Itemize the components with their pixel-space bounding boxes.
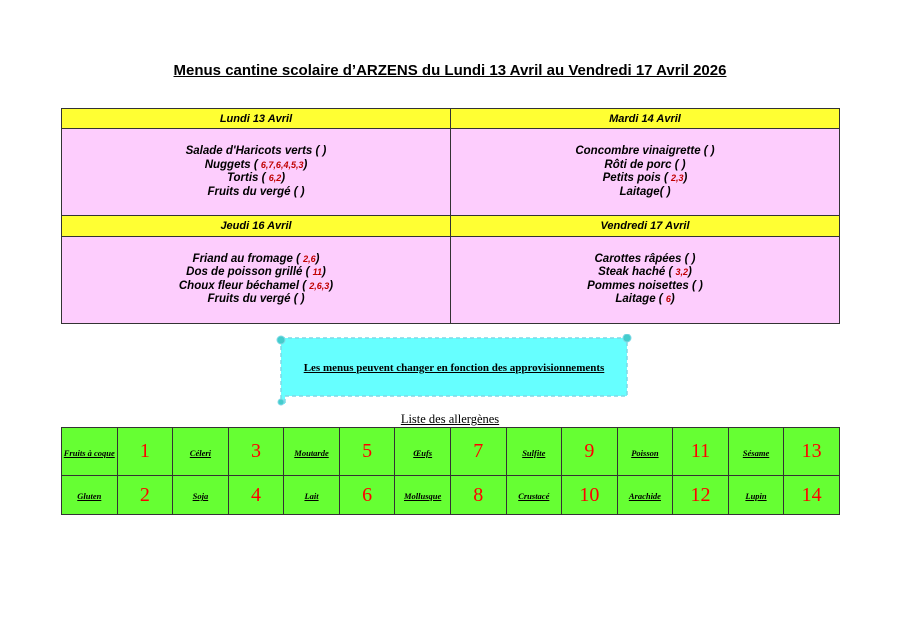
allergen-number: 6 — [339, 476, 395, 515]
allergen-number: 2 — [117, 476, 173, 515]
day-menu-jeudi — [62, 236, 451, 323]
allergen-name-cell — [62, 476, 118, 515]
dish-close-paren: ) — [322, 266, 326, 279]
dish-name: Laitage ( — [615, 293, 666, 306]
dish-name: Concombre vinaigrette ( ) — [575, 145, 715, 158]
dish-name: Petits pois ( — [602, 172, 671, 185]
allergen-number: 11 — [673, 428, 729, 476]
dish-name: Choux fleur béchamel ( — [178, 279, 310, 292]
dish-close-paren: ) — [683, 172, 688, 185]
dish-name: Rôti de porc ( ) — [604, 158, 686, 171]
day-menu-mardi — [451, 129, 840, 216]
dish-item — [62, 253, 450, 267]
allergen-name-cell — [617, 428, 673, 476]
allergen-name-cell — [395, 476, 451, 515]
allergen-name: Sésame — [742, 447, 770, 458]
allergen-number: 8 — [450, 476, 506, 515]
notice-banner — [275, 334, 633, 406]
allergen-name-cell — [728, 428, 784, 476]
dish-item — [451, 145, 839, 159]
dish-item — [62, 186, 450, 200]
allergen-codes: 6 — [665, 294, 671, 305]
dish-item — [62, 266, 450, 280]
dish-name: Fruits du vergé ( ) — [207, 293, 305, 306]
dish-item — [451, 266, 839, 280]
dish-name: Salade d'Haricots verts ( ) — [185, 145, 327, 158]
allergen-name: Moutarde — [294, 447, 329, 458]
allergen-name-cell — [173, 428, 229, 476]
allergen-codes: 2,3 — [671, 173, 684, 184]
allergen-name-cell — [617, 476, 673, 515]
allergen-name: Poisson — [631, 447, 659, 458]
dish-name: Fruits du vergé ( ) — [207, 185, 305, 198]
allergen-table — [61, 427, 840, 515]
day-menu-vendredi — [451, 236, 840, 323]
dish-close-paren: ) — [688, 266, 692, 279]
allergen-number: 14 — [784, 476, 840, 515]
allergen-number: 5 — [339, 428, 395, 476]
dish-close-paren: ) — [329, 279, 334, 292]
allergen-name-cell — [728, 476, 784, 515]
dish-close-paren: ) — [303, 158, 308, 171]
dish-name: Pommes noisettes ( ) — [587, 279, 703, 292]
dish-name: Steak haché ( — [598, 266, 676, 279]
day-header-jeudi: Jeudi 16 Avril — [62, 216, 451, 236]
dish-item — [62, 145, 450, 159]
day-menu-lundi — [62, 129, 451, 216]
dish-item — [62, 293, 450, 307]
dish-name: Friand au fromage ( — [192, 252, 304, 265]
allergen-name: Mollusque — [403, 491, 442, 501]
menu-table — [61, 108, 840, 324]
dish-item — [451, 186, 839, 200]
allergen-list-title: Liste des allergènes — [400, 412, 500, 426]
dish-name: Tortis ( — [226, 172, 269, 185]
allergen-number: 12 — [673, 476, 729, 515]
allergen-codes: 3,2 — [675, 267, 688, 278]
allergen-name-cell — [284, 428, 340, 476]
dish-item — [451, 293, 839, 307]
dish-item — [451, 172, 839, 186]
allergen-name: Œufs — [413, 447, 433, 458]
dish-name: Carottes râpées ( ) — [594, 252, 696, 265]
dish-name: Dos de poisson grillé ( — [186, 266, 313, 279]
allergen-name-cell — [506, 476, 562, 515]
allergen-name-cell — [506, 428, 562, 476]
allergen-name: Gluten — [77, 491, 102, 501]
allergen-number: 3 — [228, 428, 284, 476]
allergen-number: 13 — [784, 428, 840, 476]
day-header-mardi: Mardi 14 Avril — [451, 109, 840, 129]
allergen-codes: 2,6 — [303, 253, 316, 264]
allergen-name-cell — [173, 476, 229, 515]
allergen-name: Arachide — [628, 491, 661, 501]
dish-name: Laitage( ) — [619, 185, 671, 198]
allergen-codes: 2,6,3 — [309, 280, 330, 291]
allergen-codes: 6,2 — [268, 173, 282, 184]
allergen-number: 9 — [562, 428, 618, 476]
day-header-lundi: Lundi 13 Avril — [62, 109, 451, 129]
dish-item — [62, 159, 450, 173]
allergen-name: Lait — [304, 491, 319, 501]
allergen-number: 1 — [117, 428, 173, 476]
allergen-name: Fruits à coque — [63, 447, 115, 458]
allergen-name: Sulfite — [522, 447, 546, 458]
dish-close-paren: ) — [315, 252, 320, 265]
dish-item — [451, 253, 839, 267]
page-title: Menus cantine scolaire d’ARZENS du Lundi 13 Avril au Vendredi 17 Avril 2026 — [173, 62, 727, 79]
dish-item — [451, 159, 839, 173]
allergen-name: Céleri — [189, 447, 212, 458]
allergen-codes: 11 — [312, 267, 323, 278]
allergen-number: 7 — [450, 428, 506, 476]
dish-item — [62, 172, 450, 186]
dish-item — [62, 280, 450, 294]
dish-name: Nuggets ( — [204, 158, 261, 171]
allergen-name: Lupin — [745, 491, 767, 501]
day-header-vendredi: Vendredi 17 Avril — [451, 216, 840, 236]
allergen-number: 10 — [562, 476, 618, 515]
dish-item — [451, 280, 839, 294]
allergen-name-cell — [62, 428, 118, 476]
allergen-name: Crustacé — [518, 491, 550, 501]
allergen-name-cell — [284, 476, 340, 515]
allergen-number: 4 — [228, 476, 284, 515]
allergen-name: Soja — [192, 491, 209, 501]
allergen-codes: 6,7,6,4,5,3 — [260, 159, 304, 170]
allergen-name-cell — [395, 428, 451, 476]
notice-text: Les menus peuvent changer en fonction des approvisionnements — [303, 362, 605, 374]
dish-close-paren: ) — [670, 293, 675, 306]
dish-close-paren: ) — [281, 172, 286, 185]
